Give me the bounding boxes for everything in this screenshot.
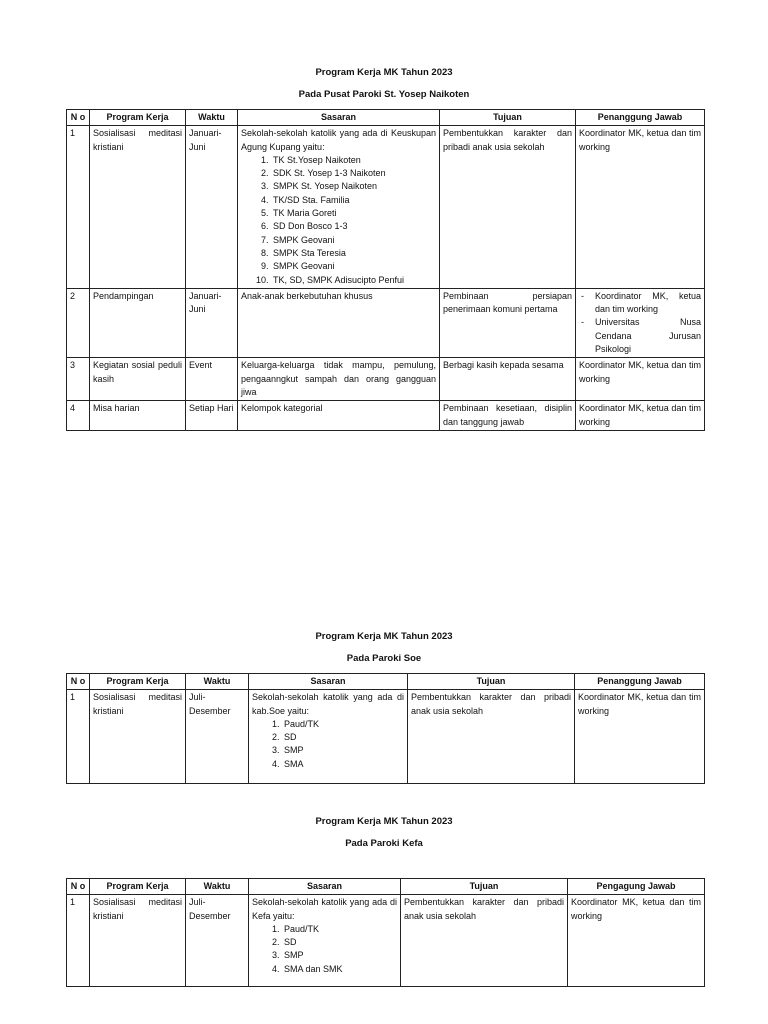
list-item: 4. TK/SD Sta. Familia	[271, 194, 436, 207]
table-row	[67, 288, 705, 357]
program-cell: Kegiatan sosial peduli kasih	[90, 358, 186, 401]
section1-title: Program Kerja MK Tahun 2023	[315, 67, 453, 78]
header-sasaran: Sasaran	[249, 674, 408, 690]
table-row	[67, 895, 705, 987]
pj-cell: Koordinator MK, ketua dan tim working	[576, 401, 705, 431]
list-item: 9. SMPK Geovani	[271, 260, 436, 273]
list-item: 7. SMPK Geovani	[271, 234, 436, 247]
header-pengagung-jawab: Pengagung Jawab	[568, 879, 705, 895]
sasaran-list	[252, 718, 404, 771]
list-item: 1. Paud/TK	[282, 923, 397, 936]
program-cell: Sosialisasi meditasi kristiani	[90, 126, 186, 289]
header-tujuan: Tujuan	[408, 674, 575, 690]
list-item: 6. SD Don Bosco 1-3	[271, 220, 436, 233]
pj-cell: Koordinator MK, ketua dan tim working	[576, 358, 705, 401]
list-item: 2. SD	[282, 936, 397, 949]
header-sasaran: Sasaran	[249, 879, 401, 895]
list-item: 3. SMPK St. Yosep Naikoten	[271, 180, 436, 193]
section1-table	[66, 109, 705, 431]
sasaran-intro: Sekolah-sekolah katolik yang ada di Kefa yaitu:	[252, 897, 397, 921]
sasaran-cell: Keluarga-keluarga tidak mampu, pemulung, pengaanngkut sampah dan orang gangguan jiwa	[238, 358, 440, 401]
section2-subtitle: Pada Paroki Soe	[346, 653, 422, 664]
tujuan-cell: Berbagi kasih kepada sesama	[440, 358, 576, 401]
table-header-row	[67, 879, 705, 895]
pj-cell: Koordinator MK, ketua dan tim working	[576, 126, 705, 289]
tujuan-cell: Pembinaan kesetiaan, disiplin dan tanggung jawab	[440, 401, 576, 431]
list-item: 2. SD	[282, 731, 404, 744]
row-number: 4	[67, 401, 90, 431]
table-row	[67, 690, 705, 784]
waktu-cell: Januari-Juni	[186, 126, 238, 289]
list-item: 4. SMA dan SMK	[282, 963, 397, 976]
header-waktu: Waktu	[186, 110, 238, 126]
waktu-cell: Januari-Juni	[186, 288, 238, 357]
sasaran-cell: Anak-anak berkebutuhan khusus	[238, 288, 440, 357]
section3-subtitle: Pada Paroki Kefa	[345, 838, 423, 849]
list-item: 5. TK Maria Goreti	[271, 207, 436, 220]
header-program: Program Kerja	[90, 110, 186, 126]
list-item: - Universitas Nusa Cendana Jurusan Psikologi	[595, 316, 701, 356]
tujuan-cell: Pembinaan persiapan penerimaan komuni pertama	[440, 288, 576, 357]
header-program: Program Kerja	[90, 674, 186, 690]
section2-table-body	[66, 673, 705, 784]
table-row	[67, 358, 705, 401]
pj-cell: Koordinator MK, ketua dan tim working	[568, 895, 705, 987]
pj-cell: Koordinator MK, ketua dan tim working	[575, 690, 705, 784]
list-item: - Koordinator MK, ketua dan tim working	[595, 290, 701, 317]
waktu-cell: Setiap Hari	[186, 401, 238, 431]
pj-cell	[576, 288, 705, 357]
sasaran-cell	[238, 126, 440, 289]
list-item: 3. SMP	[282, 744, 404, 757]
sasaran-cell	[249, 690, 408, 784]
header-program: Program Kerja	[90, 879, 186, 895]
section3-title: Program Kerja MK Tahun 2023	[315, 816, 453, 827]
header-penanggung-jawab: Penanggung Jawab	[575, 674, 705, 690]
row-number: 1	[67, 690, 90, 784]
header-tujuan: Tujuan	[401, 879, 568, 895]
waktu-cell: Event	[186, 358, 238, 401]
header-sasaran: Sasaran	[238, 110, 440, 126]
row-number: 3	[67, 358, 90, 401]
waktu-cell: Juli-Desember	[186, 690, 249, 784]
list-item: 1. Paud/TK	[282, 718, 404, 731]
section3-table	[66, 878, 705, 987]
row-number: 1	[67, 126, 90, 289]
list-item: 10. TK, SD, SMPK Adisucipto Penfui	[271, 274, 436, 287]
header-penanggung-jawab: Penanggung Jawab	[576, 110, 705, 126]
sasaran-list	[252, 923, 397, 976]
program-cell: Pendampingan	[90, 288, 186, 357]
sasaran-cell: Kelompok kategorial	[238, 401, 440, 431]
header-no: N o	[67, 674, 90, 690]
sasaran-list	[241, 154, 436, 287]
section1-subtitle: Pada Pusat Paroki St. Yosep Naikoten	[298, 89, 470, 100]
pj-list	[579, 290, 701, 356]
sasaran-intro: Sekolah-sekolah katolik yang ada di Keuskupan Agung Kupang yaitu:	[241, 128, 436, 152]
list-item: 8. SMPK Sta Teresia	[271, 247, 436, 260]
section2-title: Program Kerja MK Tahun 2023	[315, 631, 453, 642]
table-row	[67, 401, 705, 431]
tujuan-cell: Pembentukkan karakter dan pribadi anak usia sekolah	[408, 690, 575, 784]
table-row	[67, 126, 705, 289]
sasaran-intro: Sekolah-sekolah katolik yang ada di kab.Soe yaitu:	[252, 692, 404, 716]
list-item: 2. SDK St. Yosep 1-3 Naikoten	[271, 167, 436, 180]
tujuan-cell: Pembentukkan karakter dan pribadi anak usia sekolah	[440, 126, 576, 289]
row-number: 1	[67, 895, 90, 987]
row-number: 2	[67, 288, 90, 357]
tujuan-cell: Pembentukkan karakter dan pribadi anak usia sekolah	[401, 895, 568, 987]
list-item: 3. SMP	[282, 949, 397, 962]
program-cell: Sosialisasi meditasi kristiani	[90, 895, 186, 987]
table-header-row	[67, 110, 705, 126]
list-item: 4. SMA	[282, 758, 404, 771]
header-tujuan: Tujuan	[440, 110, 576, 126]
header-no: N o	[67, 110, 90, 126]
program-cell: Misa harian	[90, 401, 186, 431]
header-waktu: Waktu	[186, 879, 249, 895]
list-item: 1. TK St.Yosep Naikoten	[271, 154, 436, 167]
program-cell: Sosialisasi meditasi kristiani	[90, 690, 186, 784]
table-header-row	[67, 674, 705, 690]
header-no: N o	[67, 879, 90, 895]
sasaran-cell	[249, 895, 401, 987]
header-waktu: Waktu	[186, 674, 249, 690]
waktu-cell: Juli-Desember	[186, 895, 249, 987]
